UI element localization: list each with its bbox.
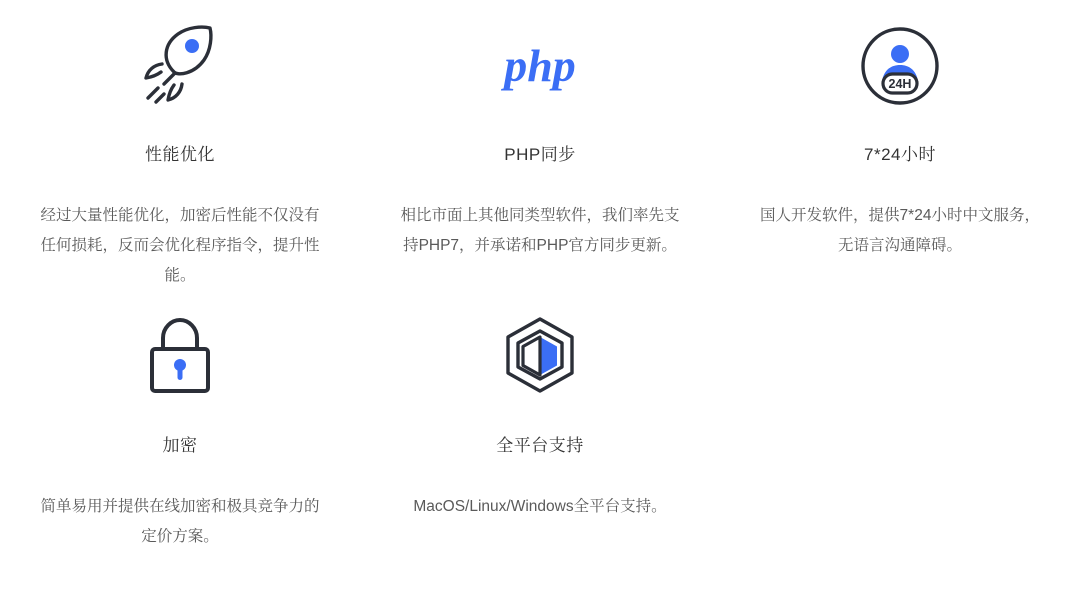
feature-description: 相比市面上其他同类型软件，我们率先支持PHP7，并承诺和PHP官方同步更新。 bbox=[400, 207, 680, 254]
feature-description: 简单易用并提供在线加密和极具竞争力的定价方案。 bbox=[40, 498, 320, 545]
feature-card-empty-slot bbox=[720, 291, 1080, 552]
support-24h-icon bbox=[857, 18, 943, 114]
feature-title: 全平台支持 bbox=[496, 436, 584, 455]
php-logo-icon bbox=[485, 18, 595, 114]
feature-card-performance bbox=[0, 0, 360, 291]
feature-title: 性能优化 bbox=[145, 145, 215, 164]
feature-title: 7*24小时 bbox=[864, 145, 936, 164]
feature-description: 国人开发软件，提供7*24小时中文服务，无语言沟通障碍。 bbox=[760, 207, 1040, 254]
lock-icon bbox=[138, 309, 222, 405]
feature-card-cross-platform bbox=[360, 291, 720, 552]
svg-text:php: php bbox=[504, 40, 576, 91]
rocket-icon bbox=[134, 18, 226, 114]
feature-card-encryption bbox=[0, 291, 360, 552]
cube-platform-icon bbox=[496, 309, 584, 405]
feature-description: 经过大量性能优化，加密后性能不仅没有任何损耗，反而会优化程序指令，提升性能。 bbox=[40, 207, 320, 284]
feature-card-php-sync bbox=[360, 0, 720, 291]
feature-card-support bbox=[720, 0, 1080, 291]
feature-description: MacOS/Linux/Windows全平台支持。 bbox=[413, 498, 667, 515]
svg-text:24H: 24H bbox=[888, 77, 912, 91]
feature-title: 加密 bbox=[162, 436, 198, 455]
feature-title: PHP同步 bbox=[504, 145, 576, 164]
